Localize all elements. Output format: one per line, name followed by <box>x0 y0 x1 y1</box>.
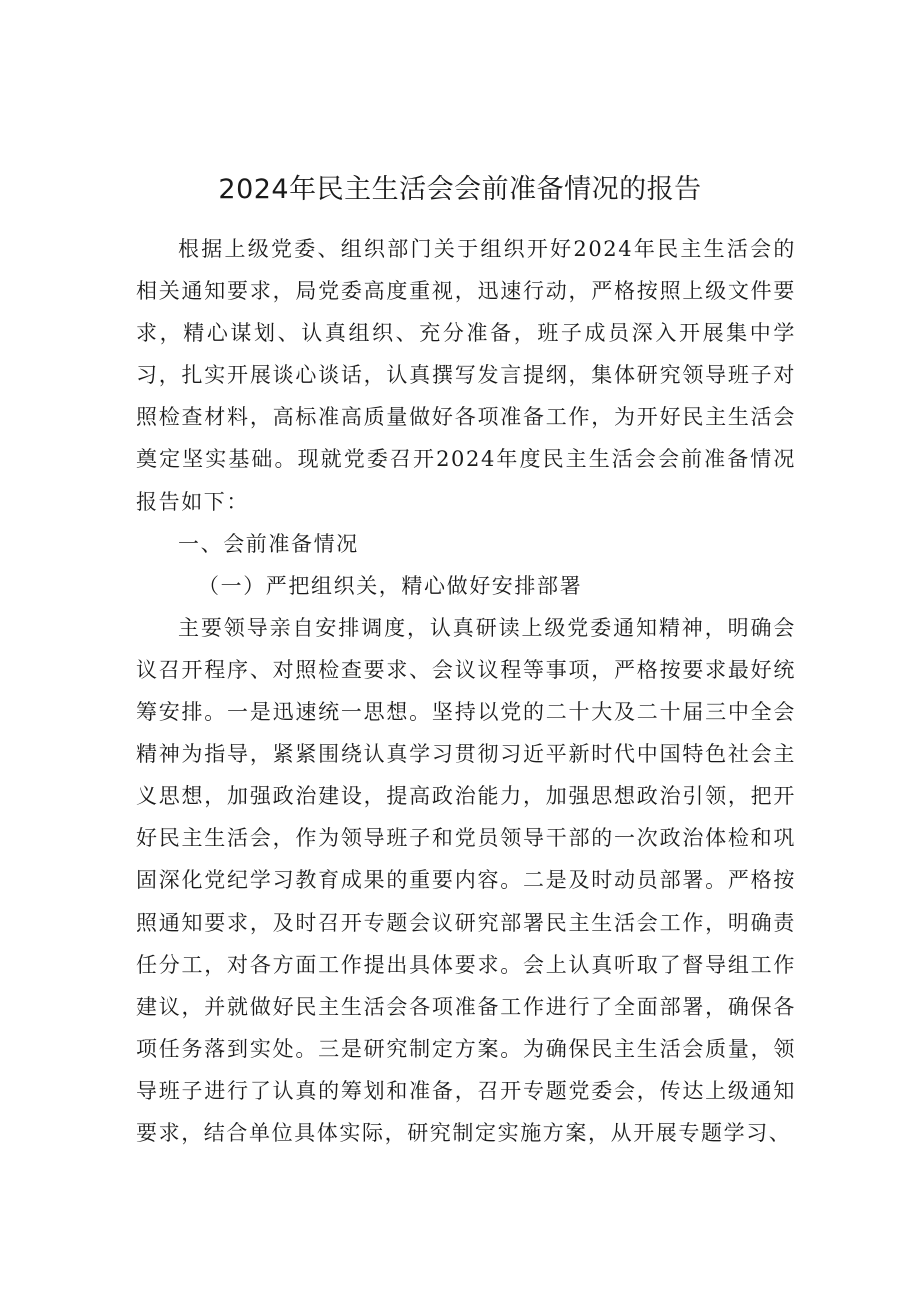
section-heading: 一、会前准备情况 <box>178 531 359 556</box>
body-paragraph: 主要领导亲自安排调度，认真研读上级党委通知精神，明确会议召开程序、对照检查要求、会议议程等事项，严格按要求最好统筹安排。一是迅速统一思想。坚持以党的二十大及二十届三中全会精神为指导，紧紧围绕认真学习贯彻习近平新时代中国特色社会主义思想，加强政治建设，提高政治能力，加强思想政治引领，把开好民主生活会，作为领导班子和党员领导干部的一次政治体检和巩固深化党纪学习教育成果的重要内容。二是及时动员部署。严格按照通知要求，及时召开专题会议研究部署民主生活会工作，明确责任分工，对各方面工作提出具体要求。会上认真听取了督导组工作建议，并就做好民主生活会各项准备工作进行了全面部署，确保各项任务落到实处。三是研究制定方案。为确保民主生活会质量，领导班子进行了认真的筹划和准备，召开专题党委会，传达上级通知要求，结合单位具体实际，研究制定实施方案，从开展专题学习、 <box>136 615 796 1145</box>
document-title: 2024年民主生活会会前准备情况的报告 <box>218 174 702 205</box>
subsection-heading: （一）严把组织关，精心做好安排部署 <box>198 573 583 598</box>
document-body <box>136 228 796 1154</box>
intro-paragraph: 根据上级党委、组织部门关于组织开好2024年民主生活会的相关通知要求，局党委高度重视，迅速行动，严格按照上级文件要求，精心谋划、认真组织、充分准备，班子成员深入开展集中学习，扎实开展谈心谈话，认真撰写发言提纲，集体研究领导班子对照检查材料，高标准高质量做好各项准备工作，为开好民主生活会奠定坚实基础。现就党委召开2024年度民主生活会会前准备情况报告如下： <box>136 237 796 514</box>
